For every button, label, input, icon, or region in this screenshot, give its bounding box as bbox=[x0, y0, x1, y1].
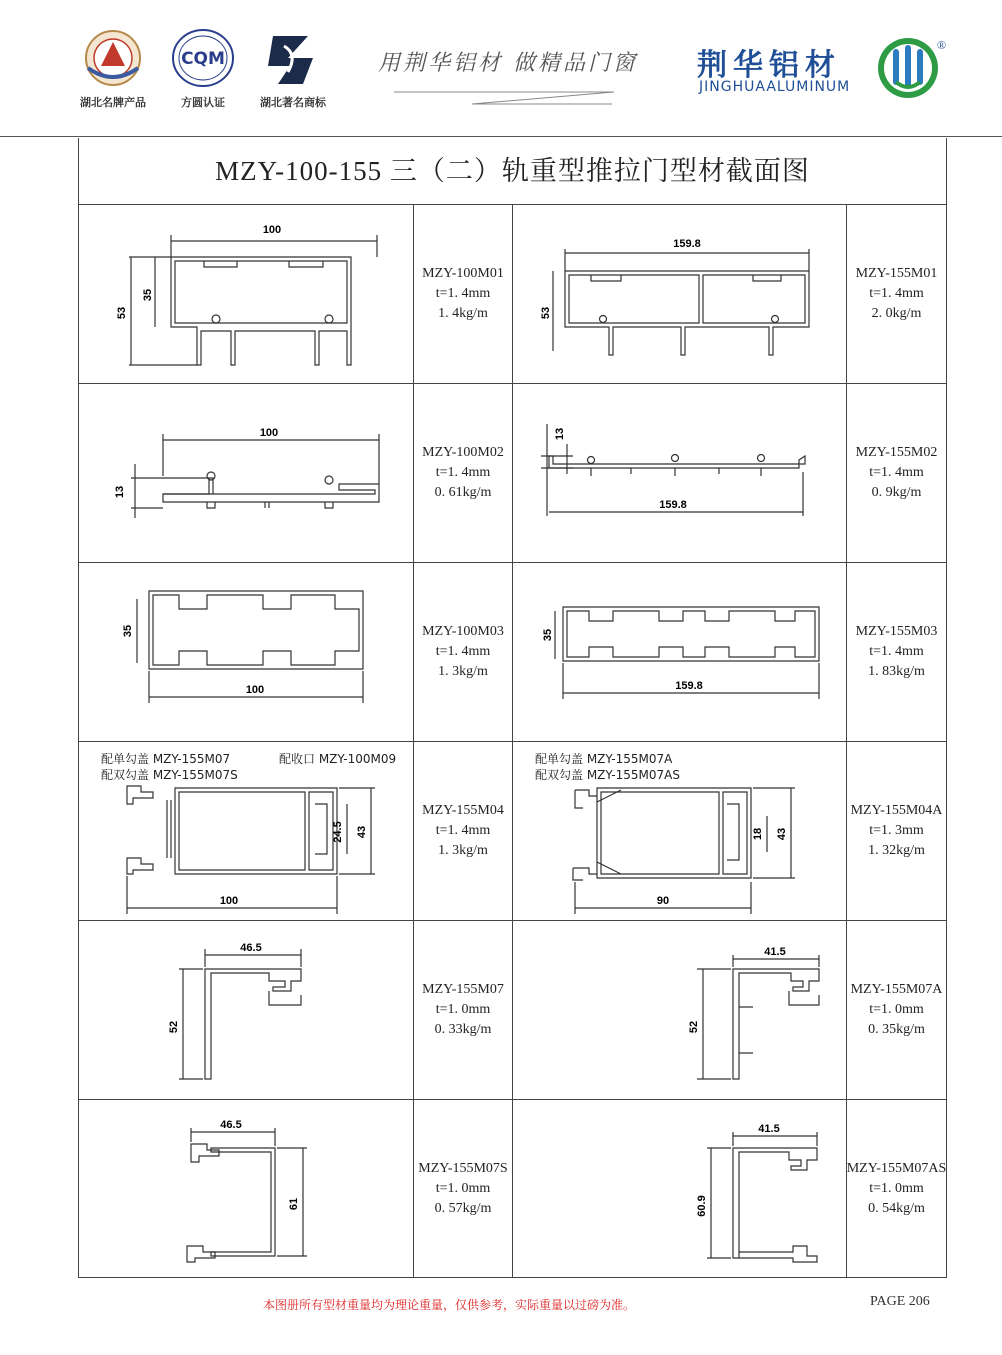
logo-caption: 湖北著名商标 bbox=[260, 96, 326, 109]
dim-label: 35 bbox=[122, 624, 134, 638]
dim-label: 46.5 bbox=[240, 942, 262, 954]
profile-155m02-drawing bbox=[513, 384, 846, 562]
accessory-note: 配双勾盖 MZY-155M07S bbox=[101, 768, 238, 782]
cqm-text: CQM bbox=[181, 49, 225, 69]
profile-100m03-drawing bbox=[79, 563, 413, 741]
table-row bbox=[79, 1100, 946, 1278]
table-row bbox=[79, 921, 946, 1100]
brand-name-cn: 荆华铝材 bbox=[697, 48, 841, 83]
profile-thickness: t=1. 4mm bbox=[869, 465, 924, 480]
dim-label: 43 bbox=[776, 827, 788, 841]
dim-label: 159.8 bbox=[659, 499, 687, 511]
dim-label: 159.8 bbox=[673, 238, 701, 250]
dim-label: 52 bbox=[688, 1020, 700, 1034]
dim-label: 100 bbox=[245, 684, 265, 696]
profile-155m03-drawing bbox=[513, 563, 846, 741]
profile-weight: 0. 33kg/m bbox=[434, 1022, 492, 1037]
profile-thickness: t=1. 4mm bbox=[435, 286, 491, 301]
dim-label: 100 bbox=[219, 895, 239, 907]
dim-label: 46.5 bbox=[220, 1119, 242, 1131]
profile-table bbox=[78, 138, 947, 1278]
slogan-underline bbox=[392, 78, 692, 108]
cqm-certification-icon bbox=[158, 28, 248, 90]
profile-drawing bbox=[513, 742, 847, 920]
logo-caption: 方圆认证 bbox=[181, 96, 225, 109]
profile-drawing bbox=[79, 384, 414, 562]
profile-drawing bbox=[513, 921, 847, 1099]
profile-100m02-drawing bbox=[79, 384, 413, 562]
profile-spec bbox=[414, 742, 512, 920]
profile-thickness: t=1. 0mm bbox=[869, 1181, 924, 1196]
profile-drawing bbox=[79, 563, 414, 741]
profile-weight: 0. 35kg/m bbox=[868, 1022, 925, 1037]
brand-name-en: JINGHUAALUMINUM bbox=[699, 79, 851, 95]
page-title: MZY-100-155 三（二）轨重型推拉门型材截面图 bbox=[79, 138, 946, 205]
page-number: PAGE 206 bbox=[870, 1294, 930, 1309]
profile-weight: 1. 83kg/m bbox=[868, 664, 925, 679]
dim-label: 100 bbox=[259, 427, 279, 439]
profile-155m07-drawing bbox=[79, 921, 413, 1099]
dim-label: 41.5 bbox=[764, 946, 786, 958]
dim-label: 13 bbox=[114, 485, 126, 499]
dim-label: 60.9 bbox=[696, 1195, 708, 1217]
profile-thickness: t=1. 4mm bbox=[869, 286, 924, 301]
table-row bbox=[79, 563, 946, 742]
weight-disclaimer: 本图册所有型材重量均为理论重量，仅供参考，实际重量以过磅为准。 bbox=[263, 1298, 636, 1312]
profile-weight: 1. 3kg/m bbox=[438, 843, 488, 858]
profile-weight: 1. 32kg/m bbox=[868, 843, 925, 858]
profile-drawing bbox=[513, 1100, 847, 1278]
profile-spec bbox=[847, 563, 946, 741]
profile-spec bbox=[414, 563, 512, 741]
slogan: 用荆华铝材 做精品门窗 bbox=[378, 51, 638, 76]
profile-drawing bbox=[513, 384, 847, 562]
dim-label: 24.5 bbox=[332, 821, 344, 843]
profile-thickness: t=1. 4mm bbox=[869, 644, 924, 659]
dim-label: 53 bbox=[540, 306, 552, 320]
profile-spec bbox=[847, 921, 946, 1099]
profile-model: MZY-155M04 bbox=[422, 803, 504, 818]
famous-brand-emblem-icon bbox=[68, 28, 158, 90]
profile-155m07s-drawing bbox=[79, 1100, 413, 1278]
dim-label: 90 bbox=[656, 895, 670, 907]
profile-model: MZY-155M01 bbox=[855, 266, 938, 281]
table-row bbox=[79, 384, 946, 563]
trademark-logo-icon bbox=[248, 28, 338, 90]
profile-155m04a-drawing bbox=[513, 742, 846, 920]
profile-weight: 0. 61kg/m bbox=[434, 485, 492, 500]
profile-100m01-drawing bbox=[79, 205, 413, 383]
accessory-note: 配双勾盖 MZY-155M07AS bbox=[535, 768, 680, 782]
accessory-note: 配单勾盖 MZY-155M07 bbox=[101, 752, 231, 766]
profile-thickness: t=1. 0mm bbox=[435, 1002, 491, 1017]
profile-thickness: t=1. 0mm bbox=[869, 1002, 924, 1017]
profile-spec bbox=[414, 205, 512, 383]
dim-label: 100 bbox=[262, 224, 282, 236]
header-divider bbox=[0, 136, 1002, 137]
profile-155m07a-drawing bbox=[513, 921, 846, 1099]
profile-thickness: t=1. 0mm bbox=[435, 1181, 491, 1196]
profile-model: MZY-155M07AS bbox=[846, 1161, 947, 1176]
profile-spec bbox=[847, 205, 946, 383]
profile-model: MZY-100M01 bbox=[422, 266, 504, 281]
table-row bbox=[79, 742, 946, 921]
profile-weight: 2. 0kg/m bbox=[871, 306, 922, 321]
profile-model: MZY-155M07A bbox=[850, 982, 943, 997]
dim-label: 61 bbox=[288, 1197, 300, 1211]
profile-spec bbox=[414, 1100, 512, 1278]
registered-mark: ® bbox=[937, 38, 947, 52]
profile-spec bbox=[847, 742, 946, 920]
dim-label: 43 bbox=[356, 825, 368, 839]
profile-model: MZY-155M07S bbox=[418, 1161, 508, 1176]
dim-label: 41.5 bbox=[758, 1123, 780, 1135]
dim-label: 35 bbox=[542, 628, 554, 642]
profile-thickness: t=1. 3mm bbox=[869, 823, 924, 838]
profile-drawing bbox=[79, 921, 414, 1099]
profile-spec bbox=[414, 921, 512, 1099]
dim-label: 52 bbox=[168, 1020, 180, 1034]
accessory-note: 配单勾盖 MZY-155M07A bbox=[535, 752, 673, 766]
profile-weight: 0. 9kg/m bbox=[871, 485, 922, 500]
logo-caption: 湖北名牌产品 bbox=[80, 96, 146, 109]
profile-weight: 1. 3kg/m bbox=[438, 664, 488, 679]
dim-label: 13 bbox=[554, 427, 566, 441]
profile-weight: 0. 57kg/m bbox=[434, 1201, 492, 1216]
profile-model: MZY-100M03 bbox=[422, 624, 504, 639]
profile-drawing bbox=[513, 205, 847, 383]
accessory-note: 配收口 MZY-100M09 bbox=[279, 752, 397, 766]
profile-weight: 0. 54kg/m bbox=[868, 1201, 925, 1216]
profile-155m04-drawing bbox=[79, 742, 413, 920]
profile-thickness: t=1. 4mm bbox=[435, 465, 491, 480]
profile-155m01-drawing bbox=[513, 205, 846, 383]
profile-155m07as-drawing bbox=[513, 1100, 846, 1278]
profile-model: MZY-100M02 bbox=[422, 445, 504, 460]
table-row bbox=[79, 205, 946, 384]
profile-spec bbox=[847, 1100, 946, 1278]
profile-model: MZY-155M04A bbox=[850, 803, 943, 818]
profile-model: MZY-155M02 bbox=[855, 445, 938, 460]
dim-label: 35 bbox=[142, 288, 154, 302]
profile-drawing bbox=[79, 205, 414, 383]
profile-thickness: t=1. 4mm bbox=[435, 823, 491, 838]
profile-spec bbox=[847, 384, 946, 562]
profile-drawing bbox=[79, 742, 414, 920]
profile-model: MZY-155M03 bbox=[855, 624, 938, 639]
dim-label: 159.8 bbox=[675, 680, 703, 692]
profile-spec bbox=[414, 384, 512, 562]
profile-weight: 1. 4kg/m bbox=[438, 306, 488, 321]
dim-label: 53 bbox=[116, 306, 128, 320]
page-header bbox=[0, 0, 1002, 137]
profile-thickness: t=1. 4mm bbox=[435, 644, 491, 659]
profile-drawing bbox=[513, 563, 847, 741]
profile-model: MZY-155M07 bbox=[422, 982, 504, 997]
profile-drawing bbox=[79, 1100, 414, 1278]
dim-label: 18 bbox=[752, 827, 764, 841]
